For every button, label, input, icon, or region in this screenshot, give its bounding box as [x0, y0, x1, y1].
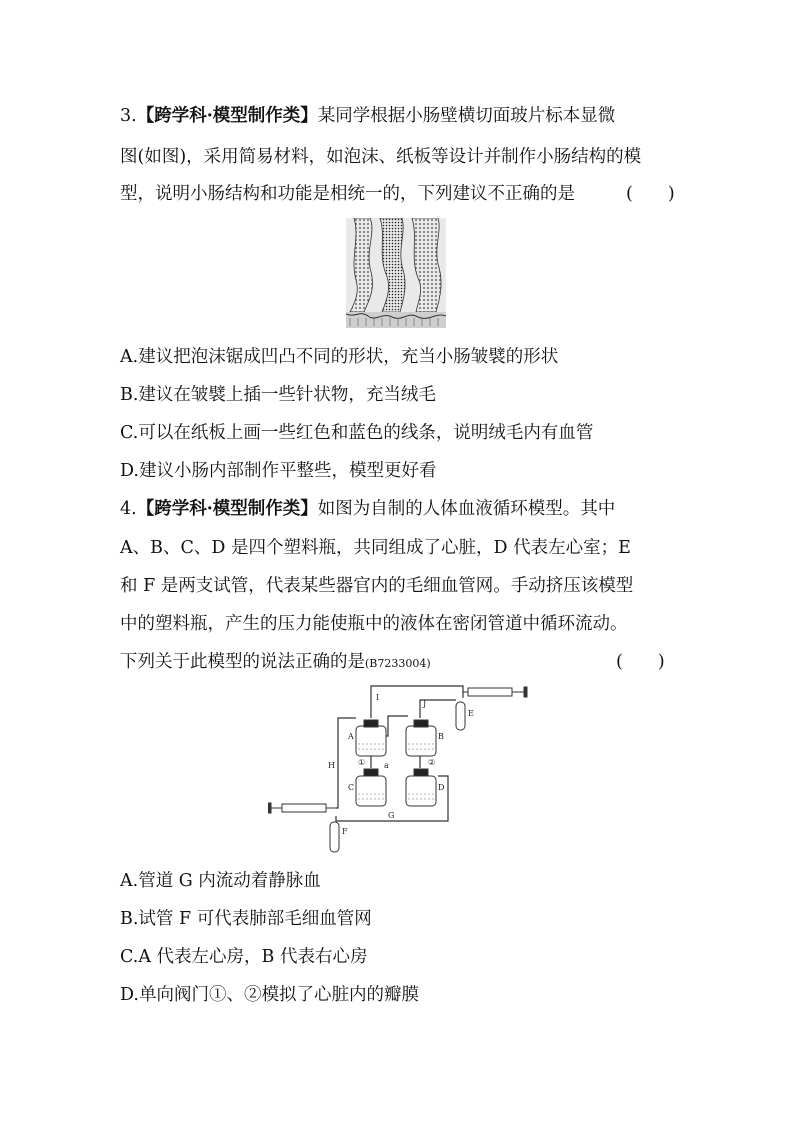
q4-line5-text: 下列关于此模型的说法正确的是	[120, 652, 365, 672]
q4-number: 4.	[120, 499, 137, 519]
circulation-model-figure	[268, 676, 528, 856]
q4-question-code: (B7233004)	[365, 657, 431, 670]
label-H: H	[328, 761, 335, 770]
q3-number: 3.	[120, 106, 137, 126]
label-A: A	[348, 732, 354, 741]
q4-option-b[interactable]: B.试管 F 可代表肺部毛细血管网	[120, 909, 372, 929]
q4-answer-paren: ( )	[616, 652, 665, 672]
q3-option-c[interactable]: C.可以在纸板上画一些红色和蓝色的线条，说明绒毛内有血管	[120, 423, 594, 443]
label-F: F	[342, 827, 348, 836]
intestine-section-figure	[346, 218, 446, 328]
label-valve-1: ①	[358, 758, 366, 767]
q4-option-a[interactable]: A.管道 G 内流动着静脉血	[120, 871, 321, 891]
label-E: E	[468, 709, 474, 718]
label-valve-2: ②	[428, 758, 436, 767]
q3-answer-paren: ( )	[626, 184, 675, 204]
q3-option-b[interactable]: B.建议在皱襞上插一些针状物，充当绒毛	[120, 385, 436, 405]
label-a: a	[384, 761, 389, 770]
label-I: I	[376, 693, 380, 702]
q3-line-1	[120, 104, 615, 128]
q4-line-2: A、B、C、D 是四个塑料瓶，共同组成了心脏，D 代表左心室；E	[120, 538, 631, 558]
label-D: D	[438, 783, 445, 792]
q4-option-c[interactable]: C.A 代表左心房，B 代表右心房	[120, 947, 368, 967]
label-C: C	[348, 783, 355, 792]
q4-tag: 【跨学科·模型制作类】	[136, 499, 318, 519]
q3-tag: 【跨学科·模型制作类】	[136, 106, 318, 126]
q3-line1-text: 某同学根据小肠壁横切面玻片标本显微	[317, 106, 616, 126]
q3-line-3: 型，说明小肠结构和功能是相统一的，下列建议不正确的是	[120, 184, 575, 204]
q4-line-3: 和 F 是两支试管，代表某些器官内的毛细血管网。手动挤压该模型	[120, 576, 634, 596]
label-G: G	[388, 811, 395, 820]
q4-option-d[interactable]: D.单向阀门①、②模拟了心脏内的瓣膜	[120, 985, 419, 1005]
q4-line-1	[120, 497, 615, 521]
q4-line1-text: 如图为自制的人体血液循环模型。其中	[317, 499, 616, 519]
label-B: B	[438, 732, 444, 741]
q3-option-d[interactable]: D.建议小肠内部制作平整些，模型更好看	[120, 461, 437, 481]
label-J: J	[423, 699, 427, 708]
q3-line-2: 图(如图)，采用简易材料，如泡沫、纸板等设计并制作小肠结构的模	[120, 147, 642, 167]
q4-line-5	[120, 650, 431, 676]
q4-line-4: 中的塑料瓶，产生的压力能使瓶中的液体在密闭管道中循环流动。	[120, 614, 628, 634]
q3-option-a[interactable]: A.建议把泡沫锯成凹凸不同的形状，充当小肠皱襞的形状	[120, 347, 559, 367]
